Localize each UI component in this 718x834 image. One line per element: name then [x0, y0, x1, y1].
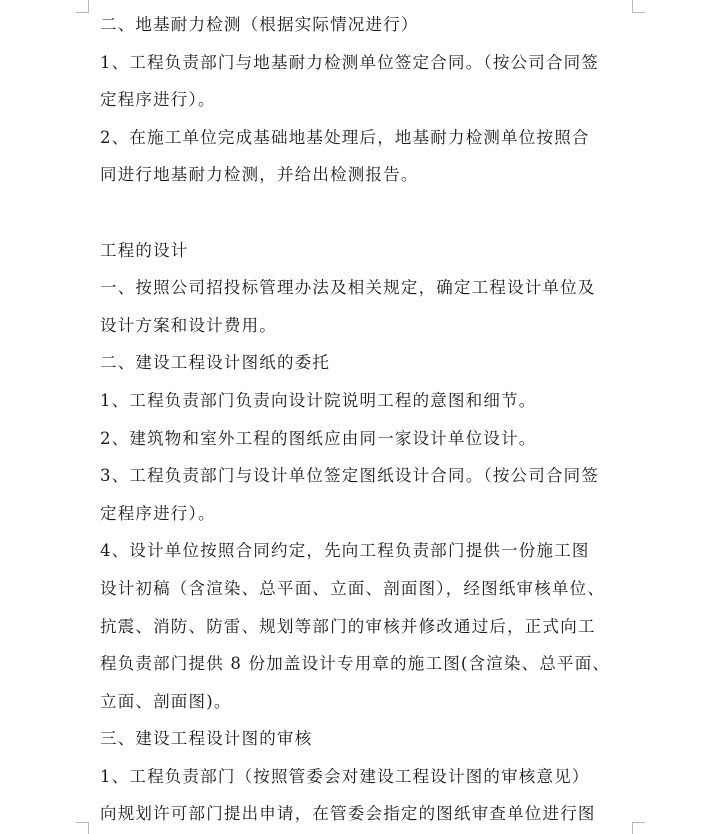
document-body	[100, 6, 632, 833]
paragraph-line: 设计方案和设计费用。	[100, 315, 277, 335]
paragraph-line: 抗震、消防、防雷、规划等部门的审核并修改通过后，正式向工	[100, 616, 596, 636]
paragraph-line: 2、建筑物和室外工程的图纸应由同一家设计单位设计。	[100, 428, 537, 448]
page-corner-mark	[632, 0, 645, 13]
paragraph-line: 定程序进行）。	[100, 503, 216, 523]
page-corner-mark	[632, 822, 645, 834]
page-corner-mark	[76, 822, 89, 834]
paragraph-line: 一、按照公司招投标管理办法及相关规定，确定工程设计单位及	[100, 278, 596, 298]
paragraph-line: 程负责部门提供 8 份加盖设计专用章的施工图(含渲染、总平面、	[100, 654, 611, 674]
section-heading: 二、地基耐力检测（根据实际情况进行）	[100, 15, 419, 34]
paragraph-line: 立面、剖面图)。	[100, 691, 232, 711]
paragraph-line: 定程序进行）。	[100, 90, 216, 110]
page-corner-mark	[76, 0, 89, 13]
paragraph-line: 2、在施工单位完成基础地基处理后，地基耐力检测单位按照合	[100, 127, 590, 147]
section-heading: 三、建设工程设计图的审核	[100, 729, 313, 749]
section-title: 工程的设计	[100, 240, 189, 260]
blank-line	[100, 194, 632, 232]
paragraph-line: 向规划许可部门提出申请，在管委会指定的图纸审查单位进行图	[100, 804, 596, 824]
paragraph-line: 同进行地基耐力检测，并给出检测报告。	[100, 165, 419, 185]
section-heading: 二、建设工程设计图纸的委托	[100, 353, 331, 373]
paragraph-line: 1、工程负责部门负责向设计院说明工程的意图和细节。	[100, 390, 537, 410]
paragraph-line: 1、工程负责部门（按照管委会对建设工程设计图的审核意见）	[100, 766, 590, 786]
paragraph-line: 1、工程负责部门与地基耐力检测单位签定合同。（按公司合同签	[100, 52, 600, 72]
paragraph-line: 4、设计单位按照合同约定，先向工程负责部门提供一份施工图	[100, 541, 590, 561]
paragraph-line: 3、工程负责部门与设计单位签定图纸设计合同。（按公司合同签	[100, 466, 600, 486]
paragraph-line: 设计初稿（含渲染、总平面、立面、剖面图），经图纸审核单位、	[100, 578, 606, 598]
